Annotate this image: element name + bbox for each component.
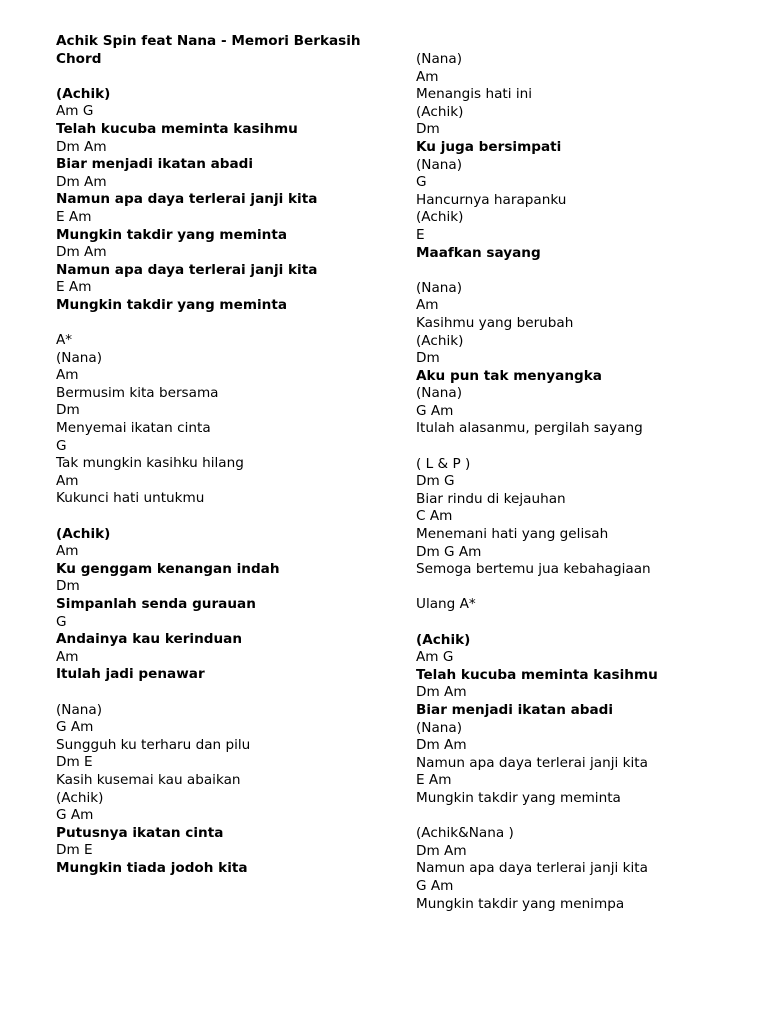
lyric-line: G (416, 174, 427, 191)
lyric-line: (Nana) (416, 156, 463, 173)
document-title: Achik Spin feat Nana - Memori Berkasih (56, 33, 361, 49)
document-subtitle: Chord (56, 50, 102, 67)
lyric-line: Am (56, 543, 79, 560)
lyric-line: Menyemai ikatan cinta (56, 420, 211, 437)
blank-line (56, 508, 406, 526)
lyric-line: (Achik&Nana ) (416, 825, 514, 842)
lyric-line: Menemani hati yang gelisah (416, 526, 609, 543)
lyric-line: (Achik) (416, 103, 464, 120)
lyric-line: Biar rindu di kejauhan (416, 490, 566, 507)
blank-line (56, 684, 406, 702)
right-lyrics (416, 51, 756, 913)
lyric-line: Namun apa daya terlerai janji kita (416, 754, 648, 771)
lyric-line: Am (56, 472, 79, 489)
lyric-line: Telah kucuba meminta kasihmu (56, 120, 298, 137)
lyric-line: Itulah alasanmu, pergilah sayang (416, 420, 643, 437)
lyric-line: Simpanlah senda gurauan (56, 596, 256, 612)
blank-line (56, 68, 406, 86)
lyric-line: Tak mungkin kasihku hilang (56, 455, 244, 472)
lyric-line: E Am (56, 208, 92, 225)
lyric-line: E Am (416, 772, 452, 789)
lyric-line: E (416, 226, 425, 243)
lyric-line: Aku pun tak menyangka (416, 367, 602, 384)
lyric-line: Dm Am (416, 842, 467, 859)
lyric-line: Bermusim kita bersama (56, 384, 219, 401)
lyric-line: C Am (416, 508, 453, 525)
lyric-line: Mungkin takdir yang menimpa (416, 895, 625, 912)
blank-line (416, 438, 756, 456)
lyric-line: Dm Am (416, 684, 467, 701)
right-column (416, 51, 756, 913)
lyric-line: (Nana) (416, 385, 463, 402)
lyric-line: (Achik) (56, 525, 111, 542)
blank-line (56, 315, 406, 333)
lyric-line: G Am (416, 877, 454, 894)
left-column (56, 33, 406, 878)
lyric-line: Ulang A* (416, 596, 476, 613)
lyric-line: (Achik) (416, 209, 464, 226)
lyric-line: Ku genggam kenangan indah (56, 560, 280, 577)
lyric-line: Hancurnya harapanku (416, 191, 567, 208)
lyric-line: Dm Am (56, 138, 107, 155)
lyric-line: Am (56, 648, 79, 665)
lyric-line: E Am (56, 279, 92, 296)
lyric-line: Mungkin tiada jodoh kita (56, 859, 248, 876)
lyric-line: Am G (416, 649, 454, 666)
lyric-line: Kasih kusemai kau abaikan (56, 771, 241, 788)
lyric-line: Namun apa daya terlerai janji kita (416, 860, 648, 877)
lyric-line: Maafkan sayang (416, 244, 541, 261)
lyric-line: Dm Am (416, 737, 467, 754)
lyric-line: A* (56, 332, 73, 349)
lyric-line: (Nana) (416, 51, 463, 67)
lyric-line: G Am (56, 807, 94, 824)
lyric-line: Dm G (416, 473, 455, 490)
lyric-line: Dm (56, 578, 80, 595)
lyric-line: Menangis hati ini (416, 86, 533, 103)
lyric-line: (Achik) (56, 85, 111, 102)
lyric-line: (Nana) (56, 349, 103, 366)
lyric-line: Dm (416, 350, 440, 367)
blank-line (416, 808, 756, 826)
lyric-line: Itulah jadi penawar (56, 666, 205, 683)
lyric-line: Dm (416, 121, 440, 138)
lyric-line: ( L & P ) (416, 455, 471, 472)
lyric-line: Am (416, 297, 439, 314)
lyric-line: (Achik) (416, 332, 464, 349)
lyric-line: Namun apa daya terlerai janji kita (56, 191, 318, 208)
blank-line (416, 262, 756, 280)
lyric-line: Semoga bertemu jua kebahagiaan (416, 561, 651, 578)
lyric-line: Putusnya ikatan cinta (56, 824, 224, 841)
lyric-line: Biar menjadi ikatan abadi (56, 156, 254, 173)
lyric-line: (Nana) (56, 701, 103, 718)
blank-line (416, 579, 756, 597)
lyric-line: Dm G Am (416, 543, 482, 560)
lyric-line: Sungguh ku terharu dan pilu (56, 736, 251, 753)
lyric-line: Kukunci hati untukmu (56, 490, 205, 507)
lyric-line: Kasihmu yang berubah (416, 314, 574, 331)
lyric-line: Andainya kau kerinduan (56, 631, 243, 648)
left-lyrics (56, 68, 406, 877)
lyric-line: Biar menjadi ikatan abadi (416, 701, 614, 718)
lyric-line: Dm E (56, 754, 93, 771)
lyric-line: Am G (56, 103, 94, 120)
lyric-line: Dm Am (56, 173, 107, 190)
lyric-line: Am (416, 68, 439, 85)
lyric-line: Dm Am (56, 244, 107, 261)
lyric-line: Dm (56, 402, 80, 419)
lyric-line: Mungkin takdir yang meminta (416, 789, 621, 806)
lyric-line: Mungkin takdir yang meminta (56, 296, 287, 313)
lyric-line: Telah kucuba meminta kasihmu (416, 666, 658, 683)
lyric-line: (Nana) (416, 279, 463, 296)
blank-line (416, 614, 756, 632)
lyric-line: G Am (56, 719, 94, 736)
lyric-line: Dm E (56, 842, 93, 859)
lyric-line: (Achik) (56, 789, 104, 806)
lyric-line: G Am (416, 402, 454, 419)
lyric-line: G (56, 437, 67, 454)
lyric-line: Ku juga bersimpati (416, 138, 562, 155)
lyric-line: Namun apa daya terlerai janji kita (56, 261, 318, 278)
lyric-line: G (56, 613, 67, 630)
lyric-line: (Achik) (416, 631, 471, 648)
lyric-line: Mungkin takdir yang meminta (56, 226, 287, 243)
lyric-line: Am (56, 367, 79, 384)
lyric-line: (Nana) (416, 719, 463, 736)
